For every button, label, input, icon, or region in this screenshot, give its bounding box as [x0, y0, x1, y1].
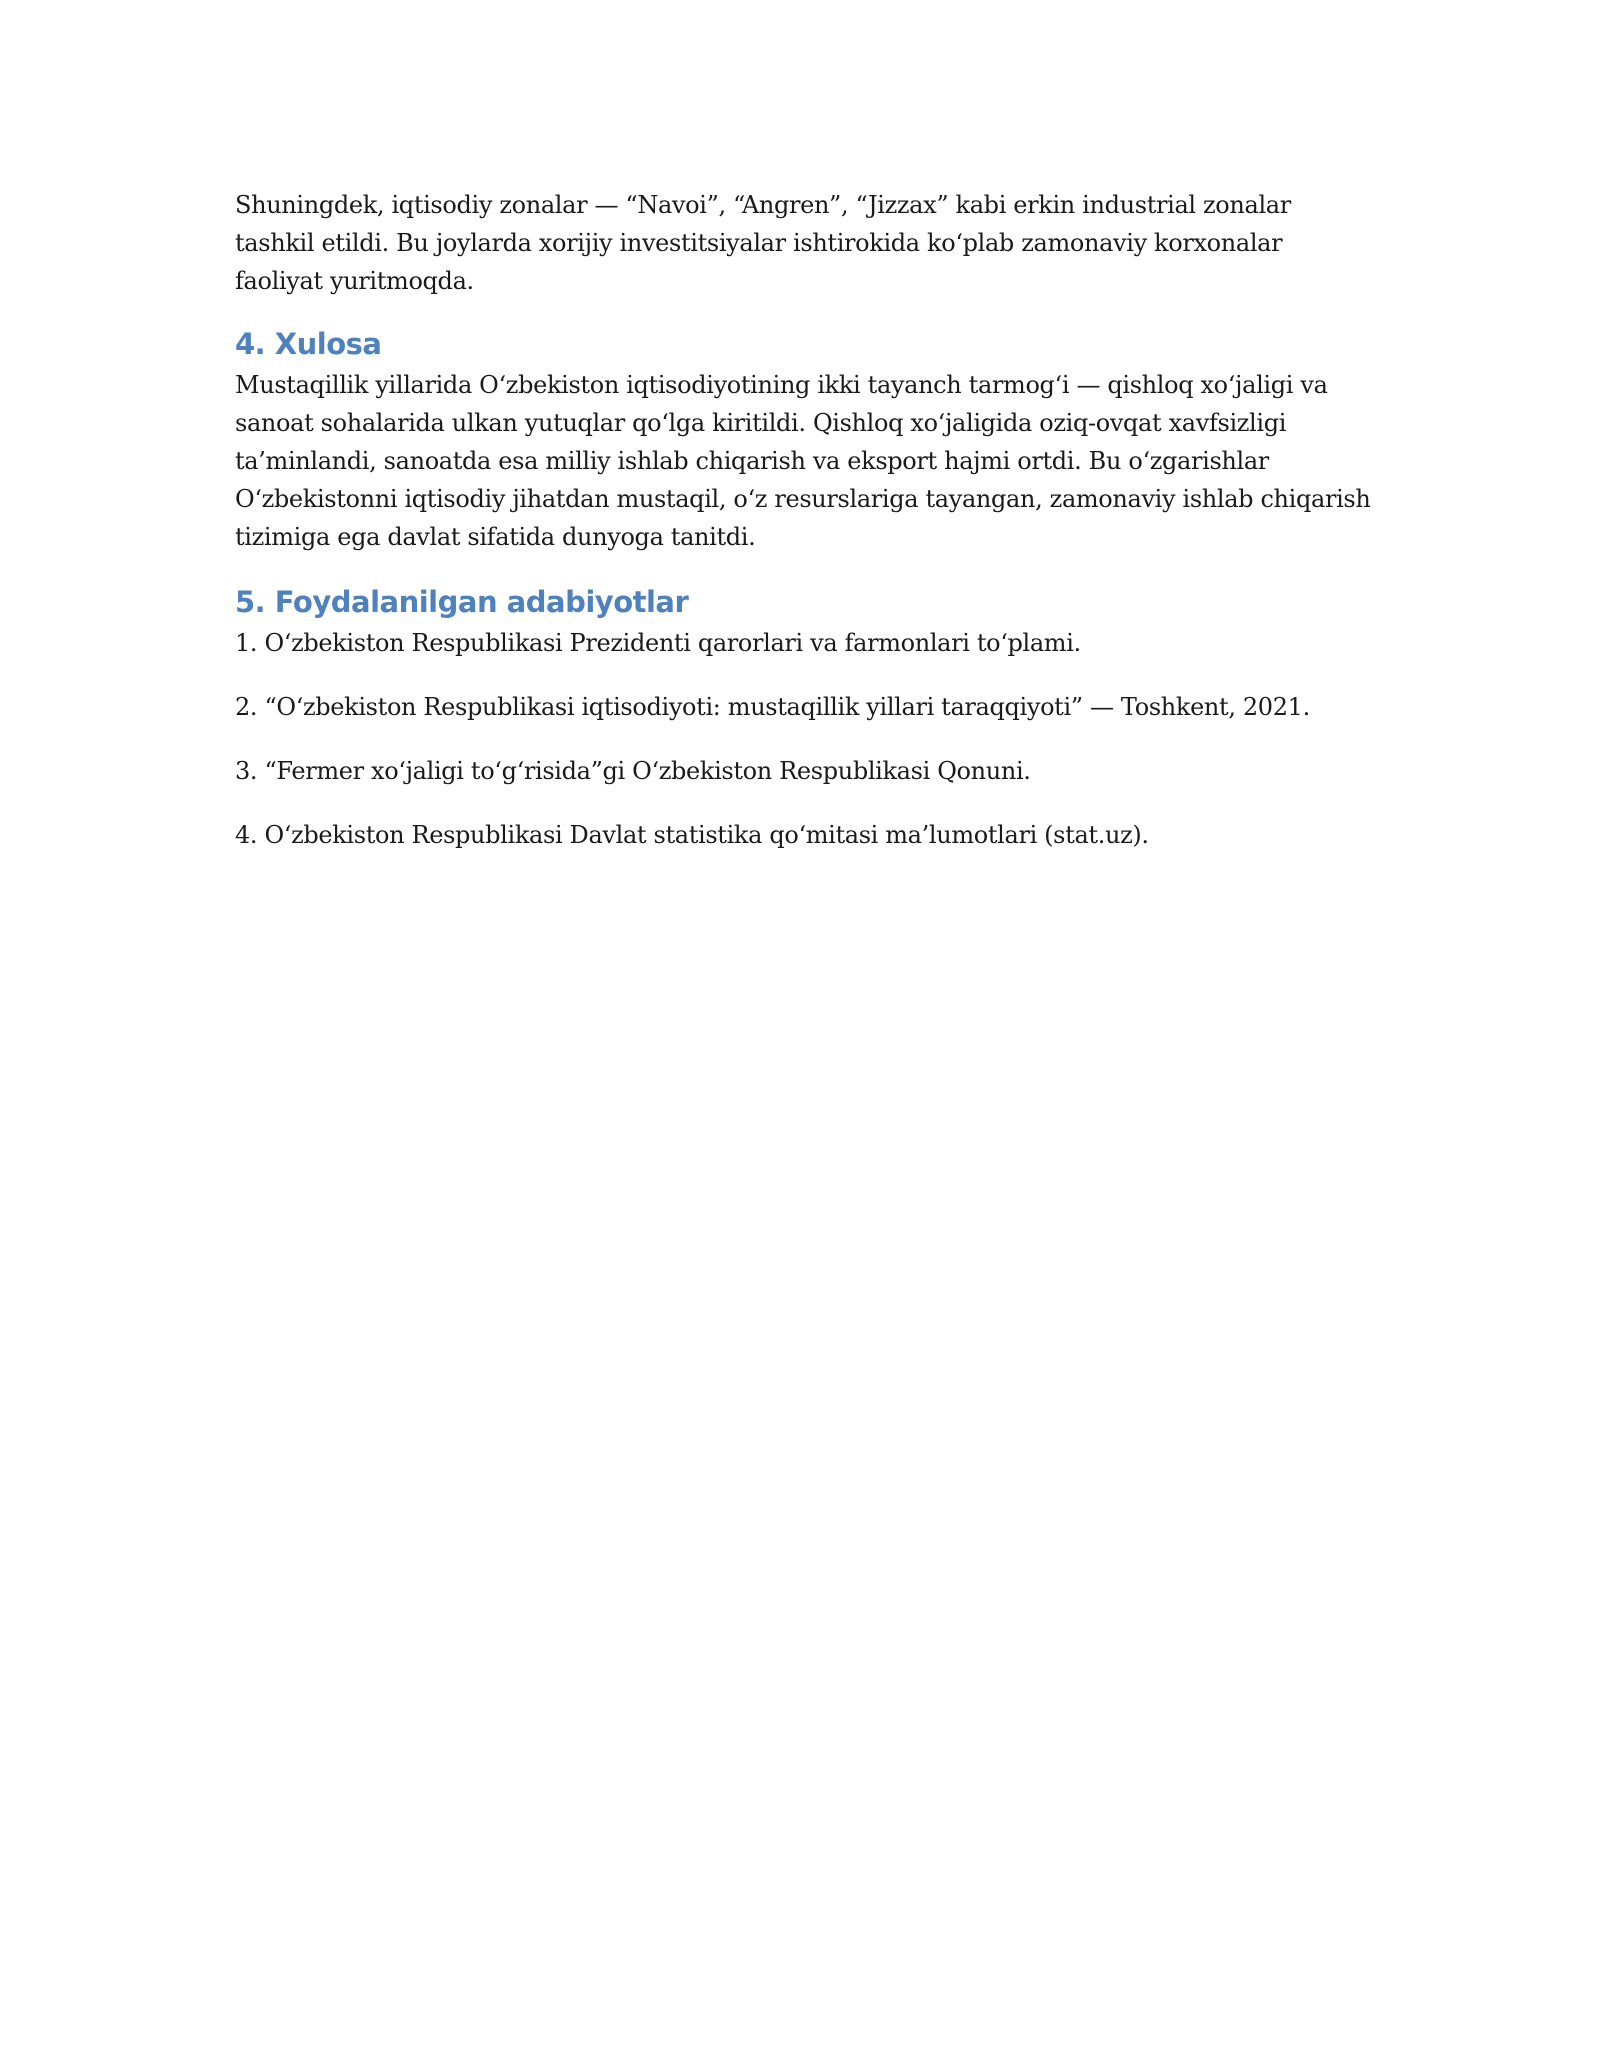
section-heading-conclusion: 4. Xulosa	[235, 327, 382, 361]
intro-paragraph: Shuningdek, iqtisodiy zonalar — “Navoi”, “Angren”, “Jizzax” kabi erkin industrial zonalar tashkil etildi. Bu joylarda xorijiy investitsiyalar ishtirokida ko‘plab zamonaviy korxonalar faoliyat yuritmoqda.	[235, 191, 1291, 295]
references-list	[235, 624, 1375, 854]
section-heading-references: 5. Foydalanilgan adabiyotlar	[235, 585, 689, 619]
reference-item: 2. “O‘zbekiston Respublikasi iqtisodiyoti: mustaqillik yillari taraqqiyoti” — Toshkent, 2021.	[235, 693, 1310, 721]
document-body	[235, 186, 1375, 880]
reference-item: 3. “Fermer xo‘jaligi to‘g‘risida”gi O‘zbekiston Respublikasi Qonuni.	[235, 757, 1031, 785]
reference-item: 4. O‘zbekiston Respublikasi Davlat statistika qo‘mitasi ma’lumotlari (stat.uz).	[235, 821, 1149, 849]
reference-item: 1. O‘zbekiston Respublikasi Prezidenti qarorlari va farmonlari to‘plami.	[235, 629, 1081, 657]
conclusion-paragraph: Mustaqillik yillarida O‘zbekiston iqtisodiyotining ikki tayanch tarmog‘i — qishloq xo‘jaligi va sanoat sohalarida ulkan yutuqlar qo‘lga kiritildi. Qishloq xo‘jaligida oziq-ovqat xavfsizligi ta’minlandi, sanoatda esa milliy ishlab chiqarish va eksport hajmi ortdi. Bu o‘zgarishlar O‘zbekistonni iqtisodiy jihatdan mustaqil, o‘z resurslariga tayangan, zamonaviy ishlab chiqarish tizimiga ega davlat sifatida dunyoga tanitdi.	[235, 371, 1371, 551]
